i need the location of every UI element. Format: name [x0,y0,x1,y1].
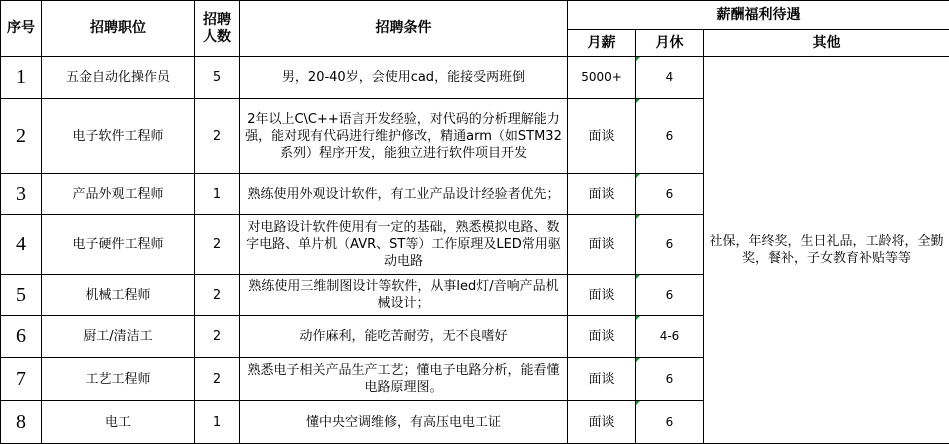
row-requirements: 对电路设计软件使用有一定的基础，熟悉模拟电路、数字电路、单片机（AVR、ST等）工作原理及LED常用驱动电路 [240,215,568,275]
row-position: 五金自动化操作员 [42,57,195,99]
table-row [1,57,949,99]
row-position: 产品外观工程师 [42,174,195,215]
row-rest: 6 [636,215,704,275]
row-requirements: 懂中央空调维修，有高压电电工证 [240,401,568,444]
row-salary: 面谈 [568,316,636,358]
row-no: 6 [1,316,42,358]
row-salary: 面谈 [568,401,636,444]
row-position: 电子硬件工程师 [42,215,195,275]
row-count: 1 [195,174,240,215]
row-requirements: 动作麻利，能吃苦耐劳，无不良嗜好 [240,316,568,358]
row-no: 5 [1,275,42,316]
row-position: 机械工程师 [42,275,195,316]
row-requirements: 男，20-40岁，会使用cad，能接受两班倒 [240,57,568,99]
row-requirements: 熟练使用外观设计软件，有工业产品设计经验者优先； [240,174,568,215]
row-rest: 4-6 [636,316,704,358]
row-salary: 5000+ [568,57,636,99]
row-count: 5 [195,57,240,99]
row-no: 7 [1,358,42,401]
row-rest: 6 [636,401,704,444]
header-rest: 月休 [636,30,704,57]
row-count: 2 [195,215,240,275]
header-requirements: 招聘条件 [240,1,568,57]
row-position: 厨工/清洁工 [42,316,195,358]
row-position: 电工 [42,401,195,444]
row-rest: 6 [636,358,704,401]
header-other: 其他 [704,30,949,57]
row-requirements: 熟练使用三维制图设计等软件，从事led灯/音响产品机械设计； [240,275,568,316]
row-no: 4 [1,215,42,275]
header-benefits-group: 薪酬福利待遇 [568,1,949,30]
row-position: 工艺工程师 [42,358,195,401]
row-count: 2 [195,358,240,401]
row-no: 8 [1,401,42,444]
header-no: 序号 [1,1,42,57]
row-salary: 面谈 [568,215,636,275]
row-requirements: 2年以上C\C++语言开发经验，对代码的分析理解能力强，能对现有代码进行维护修改，精通arm（如STM32系列）程序开发，能独立进行软件项目开发 [240,99,568,174]
row-count: 2 [195,99,240,174]
row-salary: 面谈 [568,174,636,215]
row-no: 1 [1,57,42,99]
row-salary: 面谈 [568,275,636,316]
header-count: 招聘人数 [195,1,240,57]
row-count: 2 [195,316,240,358]
row-rest: 6 [636,275,704,316]
row-rest: 6 [636,99,704,174]
row-salary: 面谈 [568,358,636,401]
table-body [1,1,949,444]
row-rest: 6 [636,174,704,215]
header-salary: 月薪 [568,30,636,57]
row-rest: 4 [636,57,704,99]
header-position: 招聘职位 [42,1,195,57]
other-benefits: 社保，年终奖，生日礼品，工龄将，全勤奖，餐补，子女教育补贴等等 [704,57,949,444]
row-count: 2 [195,275,240,316]
row-no: 3 [1,174,42,215]
row-salary: 面谈 [568,99,636,174]
row-no: 2 [1,99,42,174]
header-row [1,1,949,30]
row-requirements: 熟悉电子相关产品生产工艺；懂电子电路分析，能看懂电路原理图。 [240,358,568,401]
row-position: 电子软件工程师 [42,99,195,174]
row-count: 1 [195,401,240,444]
